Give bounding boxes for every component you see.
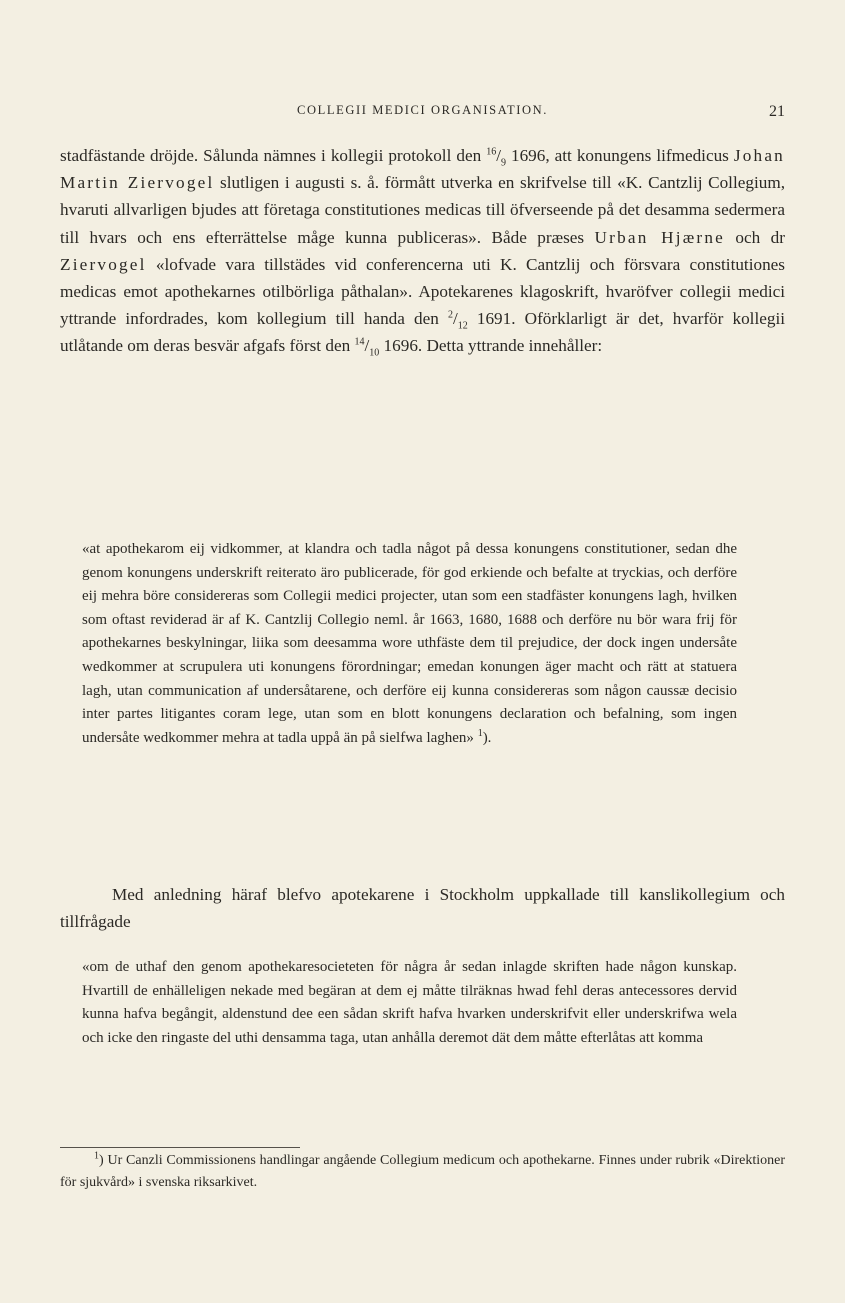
page-header [60,103,785,127]
running-title: COLLEGII MEDICI ORGANISATION. [297,103,548,117]
person-name: Johan Martin Ziervogel [60,146,785,193]
date-denominator: 10 [369,347,380,359]
person-name: Ziervogel [60,254,147,274]
quote-text: «at apothekarom eij vidkommer, at klandra och tadla något på dessa konungens constitutioner, sedan dhe genom konungens underskrift reiterato äro publicerade, för god erkiende och befalte at tryckias, och derföre eij mehra böre considereras som Collegii medici projecter, utan som een stadfäster konungens lagh, hvilken som oftast reviderad är af K. Cantzlij Collegio neml. år 1663, 1680, 1688 och derföre nu bör wara frij för apothekarnes beskylningar, liika som deesamma wore uthfäste dem til prejudice, der dock ingen undersåte wedkommer at scrupulera uti konungens förordningar; emedan konungen äger macht och rätt at statuera lagh, utan communication af undersåtarene, och derföre eij kunna considereras som någon caussæ decisio inter partes litigantes coram lege, utan som en blott konungens declaration och befalning, som ingen undersåte wedkommer mehra at tadla uppå än på sielfwa laghen» [82,541,737,746]
body-text: «lofvade vara tillstädes vid conferencerna uti K. Cantzlij och försvara constitutiones medicas emot apothekarnes otilbörliga påthalan». Apotekarenes klagoskrift, hvaröfver collegii medici yttrande infordrades, kom kollegium till handa den [60,254,785,329]
body-paragraph-2 [60,881,785,935]
date-denominator: 12 [457,320,468,332]
block-quote-1 [82,538,737,750]
body-paragraph-1: stadfästande dröjde. Sålunda nämnes i kollegii protokoll den $^{16}/_9$ 1696, att konungens lifmedicus Johan Martin Ziervogel slutligen i augusti s. å. förmått utverka en skrifvelse till «K. Cantzlij Collegium, hvaruti allvarligen bjudes att företaga constitutiones medicas till öfverseende på det desamma sedermera till hvars och ens efterrättelse måge kunna publiceras». Både præses Urban Hjærne och dr Ziervogel «lofvade vara tillstädes vid conferencerna uti K. Cantzlij och försvara constitutiones medicas emot apothekarnes otilbörliga påthalan». Apotekarenes klagoskrift, hvaröfver collegii medici yttrande infordrades, kom kollegium till handa den $^2/_{12}$ 1691. Oförklarligt är det, hvarför kollegii utlåtande om deras besvär afgafs först den $^{14}/_{10}$ 1696. Detta yttrande innehåller: [60,146,785,359]
date-numerator: 16 [486,146,497,158]
date-numerator: 14 [354,336,365,348]
quote-text: «om de uthaf den genom apothekaresocieteten för några år sedan inlagde skriften hade någon kunskap. Hvartill de enhälleligen nekade med begäran at dem ej måtte tilräknas hwad fehl deras antecessores dervid kunna hafva begångit, aldenstund dee een sådan skrift hafva hvarken underskrifvit eller underskrifwa wela och icke den ringaste del uthi densamma taga, utan anhålla deremot dät dem måtte efterlåtas att komma [82,959,737,1046]
footnote [60,1150,785,1194]
body-text: 1696. Detta yttrande innehåller: [379,336,603,356]
body-text: 1691. Oförklarligt är det, hvarför kollegii utlåtande om deras besvär afgafs först den [60,309,785,356]
body-text: Med anledning häraf blefvo apotekarene i Stockholm uppkallade till kanslikollegium och tillfrågade [60,885,785,932]
page-number: 21 [769,103,785,120]
date-numerator: 2 [447,309,453,321]
body-text: stadfästande dröjde. Sålunda nämnes i kollegii protokoll den [60,146,487,165]
footnote-text: ) Ur Canzli Commissionens handlingar angående Collegium medicum och apothekarne. Finnes under rubrik «Direktioner för sjukvård» i svenska riksarkivet. [60,1153,785,1190]
body-text: slutligen i augusti s. å. förmått utverka en skrifvelse till «K. Cantzlij Collegium, hvaruti allvarligen bjudes att företaga constitutiones medicas till öfverseende på det desamma sedermera till hvars och ens efterrättelse måge kunna publiceras». Både præses [60,173,785,247]
block-quote-2 [82,956,737,1050]
body-text: och dr [724,227,785,247]
body-text: 1696, att konungens lifmedicus [505,146,734,165]
footnote-divider [60,1147,300,1148]
footnote-marker: 1 [94,1150,99,1162]
date-denominator: 9 [500,157,506,169]
person-name: Urban Hjærne [594,227,725,247]
footnote-reference: 1 [477,727,483,739]
quote-close: ). [482,729,492,746]
